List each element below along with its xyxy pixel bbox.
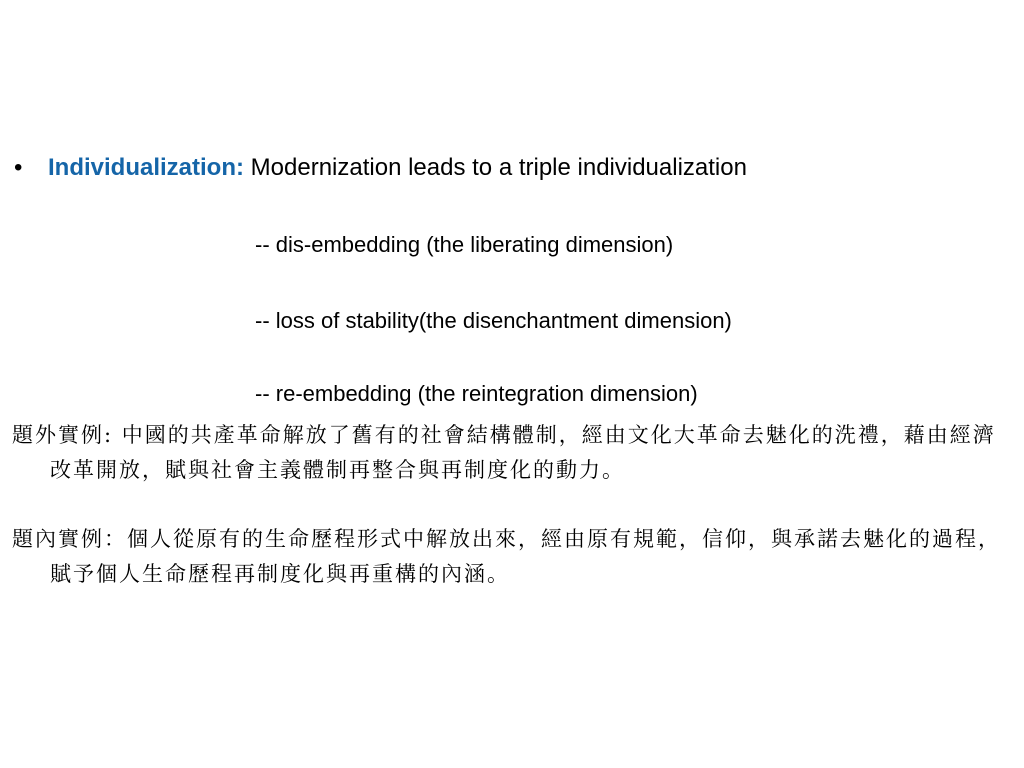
- bullet-term: Individualization:: [48, 154, 244, 181]
- internal-example-paragraph: 題內實例：個人從原有的生命歷程形式中解放出來，經由原有規範，信仰，與承諾去魅化的過程，賦予個人生命歷程再制度化與再重構的內涵。: [12, 527, 1001, 586]
- bullet-marker: •: [14, 154, 23, 181]
- bullet-item-individualization: [14, 154, 747, 182]
- external-example-paragraph: 題外實例: 中國的共產革命解放了舊有的社會結構體制，經由文化大革命去魅化的洗禮，藉由經濟改革開放，賦與社會主義體制再整合與再制度化的動力。: [12, 423, 996, 482]
- dimension-re-embedding: -- re-embedding (the reintegration dimension): [255, 381, 698, 406]
- bullet-text: Modernization leads to a triple individualization: [244, 154, 747, 181]
- dimension-dis-embedding: -- dis-embedding (the liberating dimension): [255, 232, 674, 257]
- dimension-loss-of-stability: -- loss of stability(the disenchantment dimension): [255, 308, 732, 333]
